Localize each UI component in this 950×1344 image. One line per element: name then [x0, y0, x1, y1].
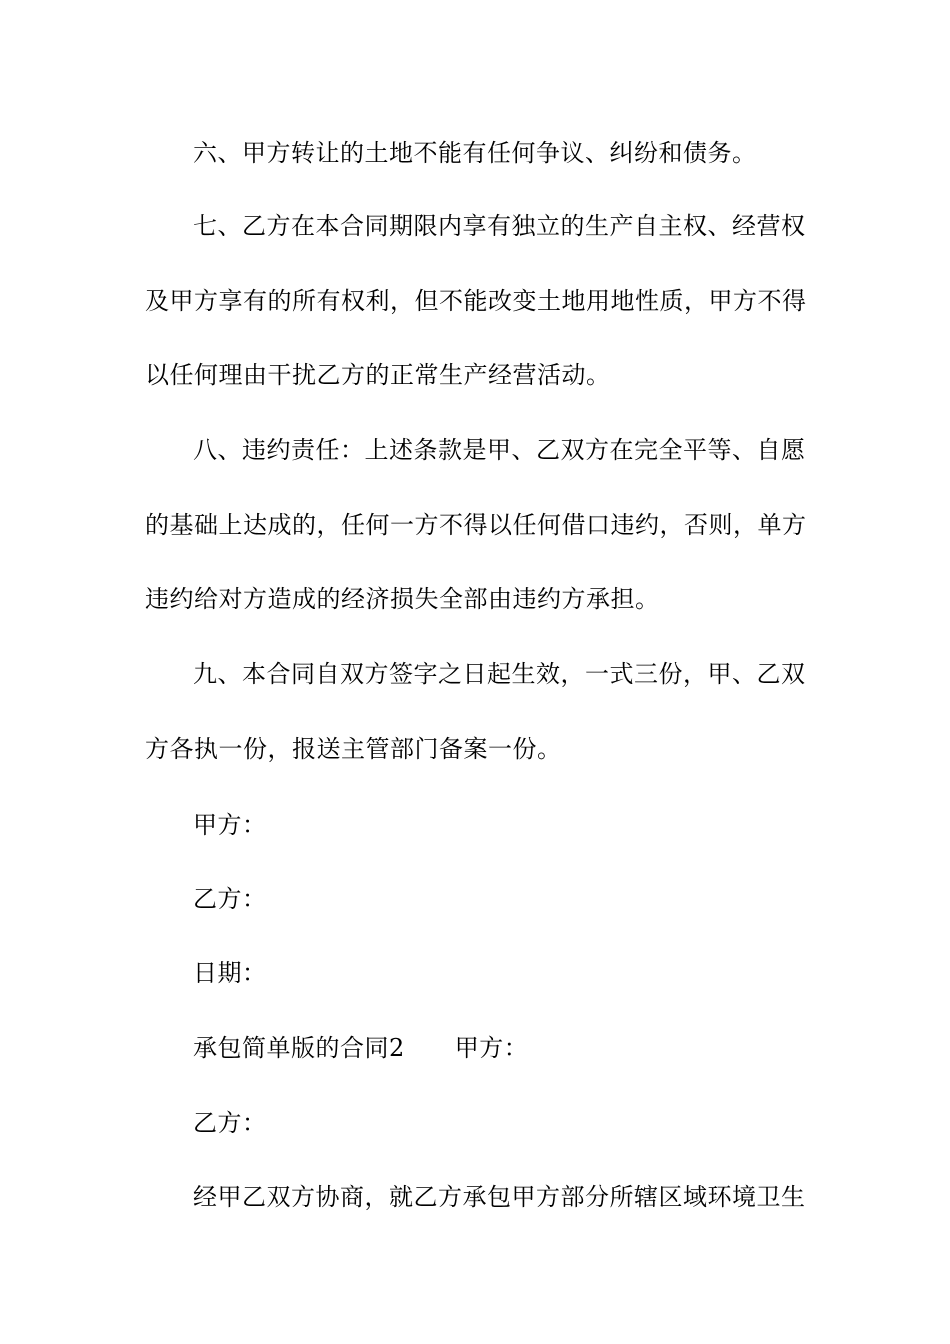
contract2-title: 承包简单版的合同2 — [193, 1034, 405, 1062]
clause-8-line-2: 的基础上达成的，任何一方不得以任何借口违约，否则，单方 — [145, 511, 807, 539]
clause-6-line-1: 六、甲方转让的土地不能有任何争议、纠纷和债务。 — [193, 139, 757, 167]
clause-7-line-1: 七、乙方在本合同期限内享有独立的生产自主权、经营权 — [193, 212, 806, 240]
clause-7-line-2: 及甲方享有的所有权利，但不能改变土地用地性质，甲方不得 — [145, 287, 807, 315]
clause-8-line-1: 八、违约责任：上述条款是甲、乙双方在完全平等、自愿 — [193, 436, 806, 464]
contract2-party-a: 甲方： — [454, 1034, 529, 1062]
contract2-party-b: 乙方： — [193, 1109, 267, 1137]
signature-party-a: 甲方： — [193, 811, 267, 839]
clause-9-line-1: 九、本合同自双方签字之日起生效，一式三份，甲、乙双 — [193, 660, 806, 688]
clause-8-line-3: 违约给对方造成的经济损失全部由违约方承担。 — [145, 585, 660, 613]
signature-date: 日期： — [193, 959, 267, 987]
contract2-intro-line-1: 经甲乙双方协商，就乙方承包甲方部分所辖区域环境卫生 — [193, 1183, 806, 1211]
clause-9-line-2: 方各执一份，报送主管部门备案一份。 — [145, 735, 562, 763]
clause-7-line-3: 以任何理由干扰乙方的正常生产经营活动。 — [145, 361, 611, 389]
signature-party-b: 乙方： — [193, 885, 267, 913]
contract2-heading-line — [193, 1033, 873, 1063]
